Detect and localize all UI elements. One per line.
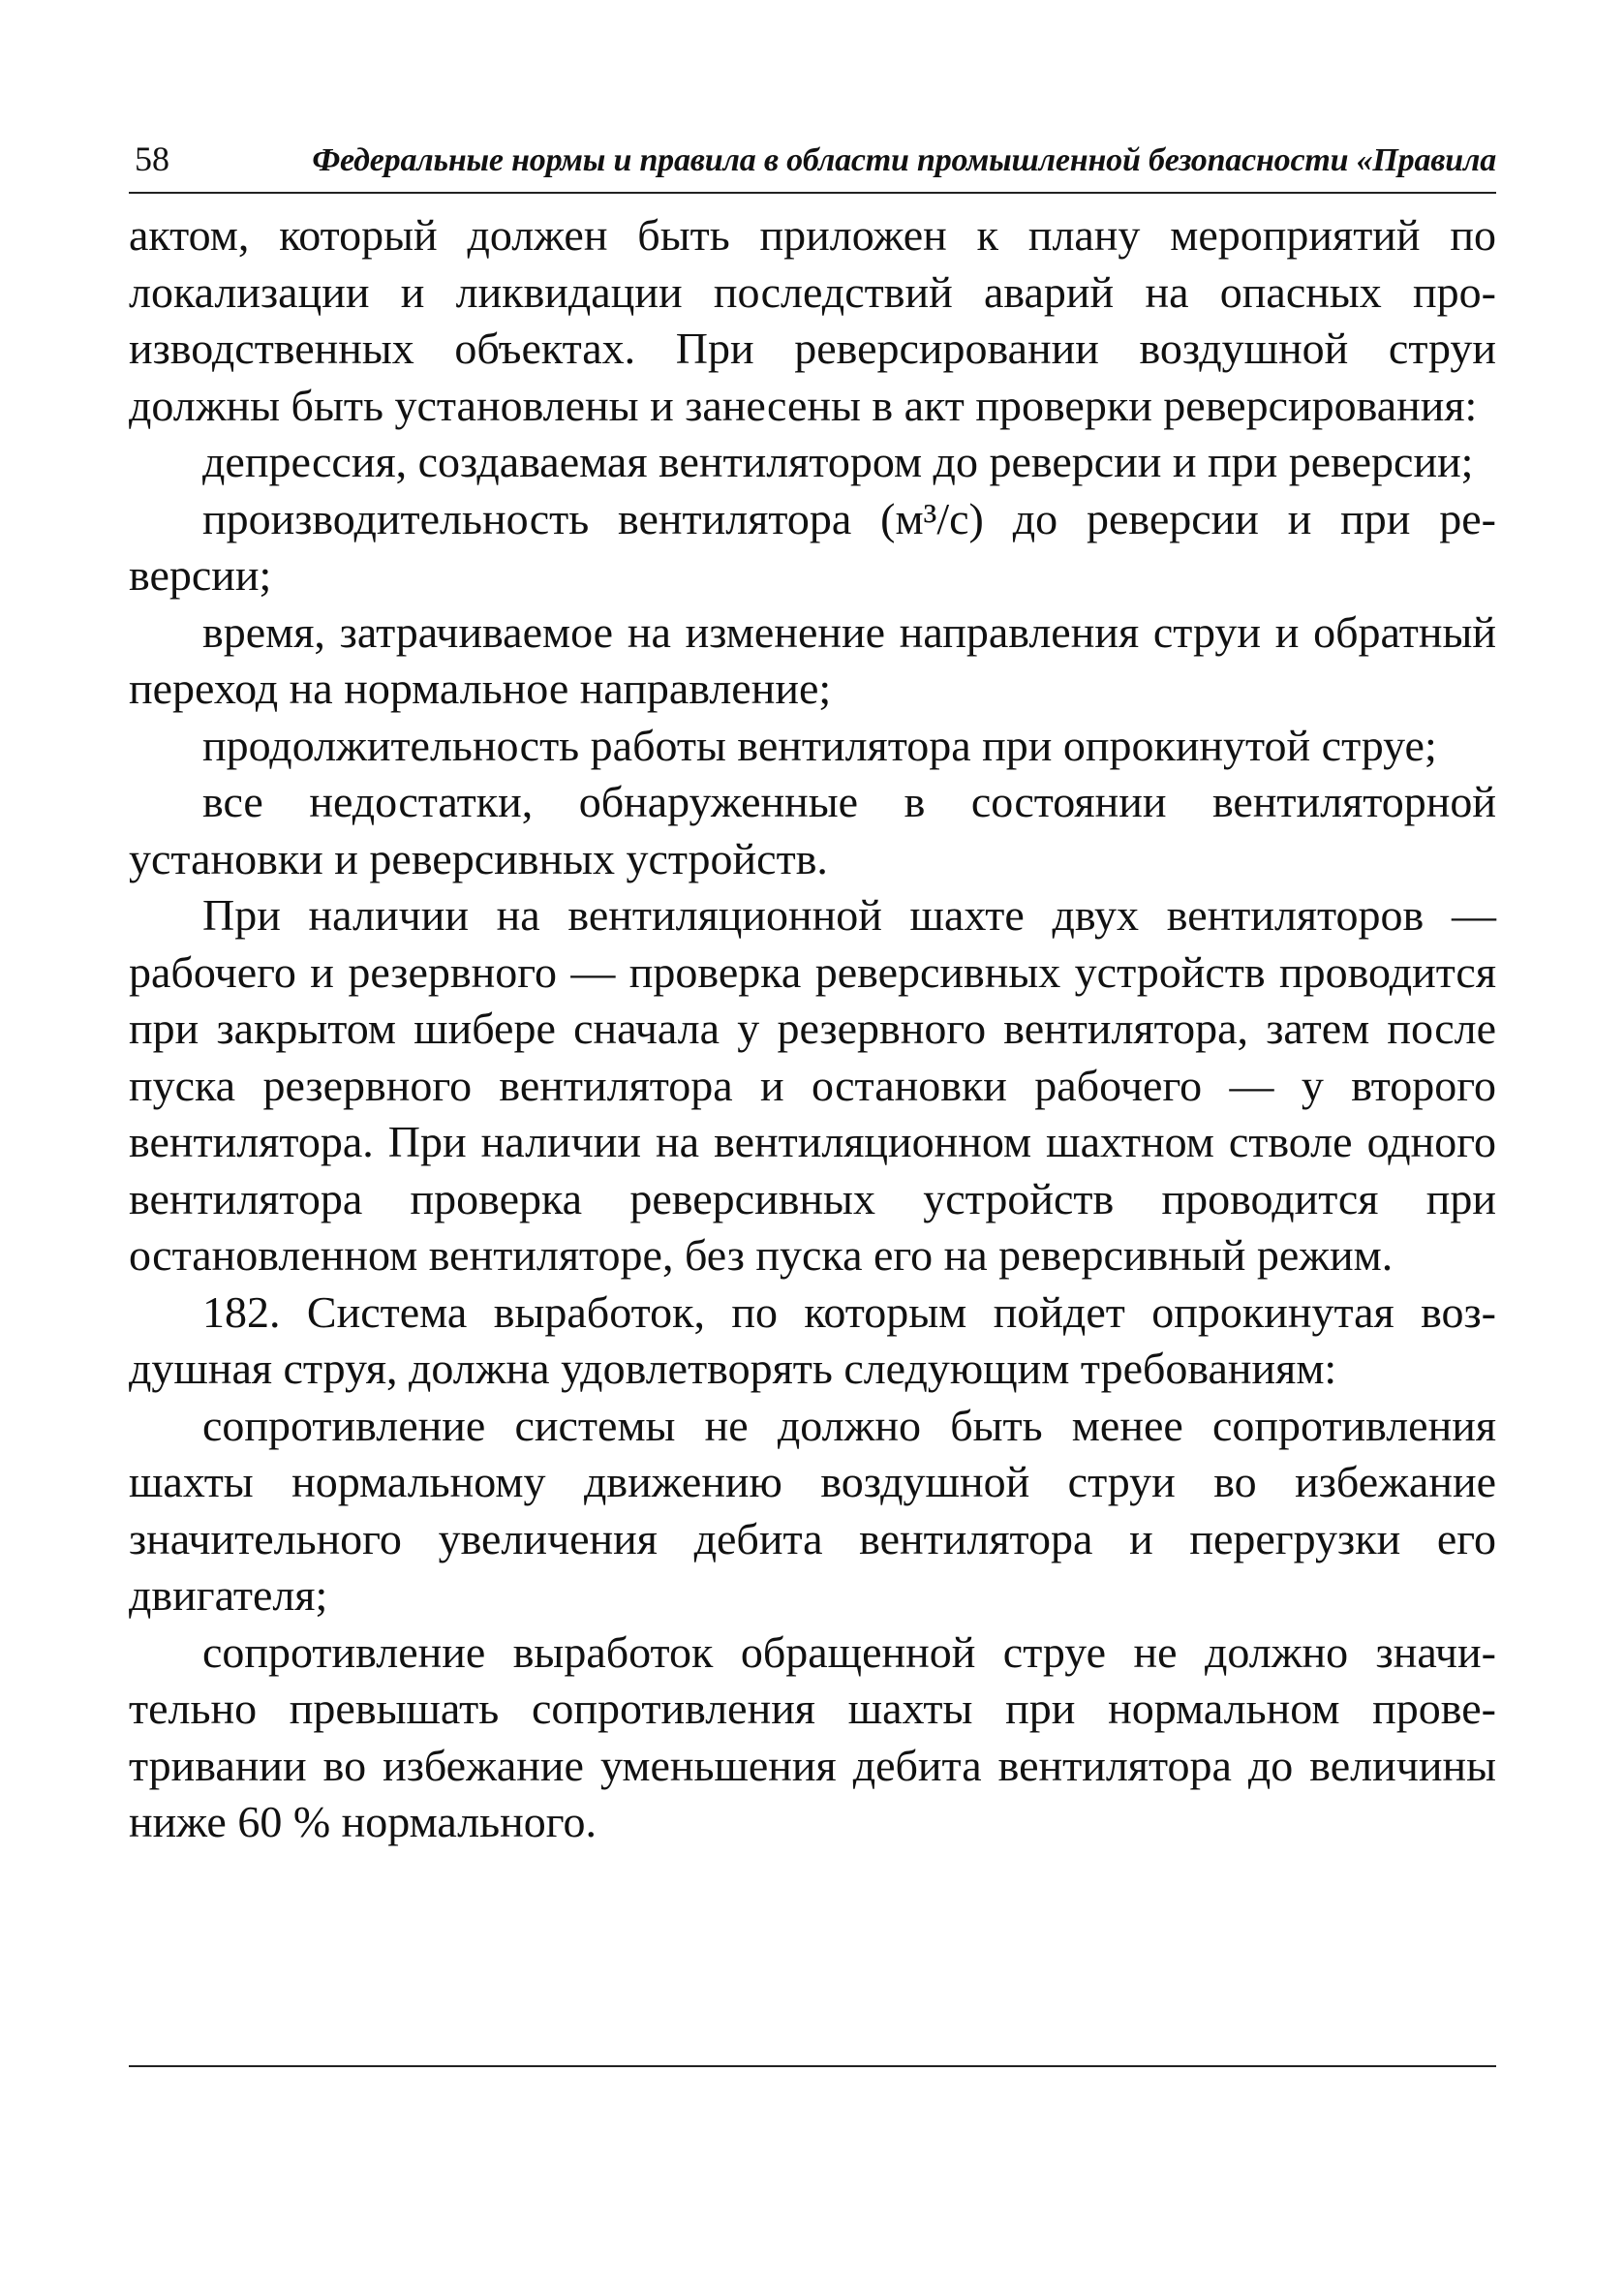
running-title: Федеральные нормы и правила в области промышленной безопасности «Правила [312, 142, 1496, 178]
list-item: продолжительность работы вентилятора при опрокинутой струе; [202, 720, 1437, 770]
paragraph: При наличии на вентиляционной шахте двух вентиляторов — рабочего и резервного — проверка реверсивных устройств проводится при закрытом шибере сначала у резервного вентилятора, затем после пуска резервного вентилятора и остановки рабочего — у второго вентилятора. При наличии на вентиляционном шахтном стволе одного вентилятора проверка реверсивных устройств проводится при остановленном вентиляторе, без пуска его на реверсивный режим. [129, 890, 1496, 1280]
paragraph: актом, который должен быть приложен к плану мероприятий по локализации и ликвидации последствий аварий на опасных производственных объектах. При реверсировании воздушной струи должны быть установлены и занесены в акт проверки реверсирования: [129, 210, 1496, 430]
list-item: депрессия, создаваемая вентилятором до реверсии и при реверсии; [202, 437, 1474, 486]
running-header [129, 136, 1496, 194]
list-item: все недостатки, обнаруженные в состоянии вентиляторной установки и реверсивных устройств. [129, 777, 1496, 883]
list-item: производительность вентилятора (м³/с) до реверсии и при реверсии; [129, 493, 1496, 600]
bottom-rule [129, 2065, 1496, 2067]
list-item: сопротивление системы не должно быть менее сопротивления шахты нормальному движению воздушной струи во избежание значительного увеличения дебита вентилятора и перегрузки его двигателя; [129, 1400, 1496, 1620]
document-page [129, 136, 1496, 1851]
body-text [129, 207, 1496, 1851]
page-number: 58 [135, 139, 169, 178]
list-item: время, затрачиваемое на изменение направления струи и обратный переход на нормальное направление; [129, 606, 1496, 713]
numbered-clause: 182. Система выработок, по которым пойдет опрокинутая воздушная струя, должна удовлетворять следующим требованиям: [129, 1286, 1496, 1393]
list-item: сопротивление выработок обращенной струе не должно значительно превышать сопротивления шахты при нормальном проветривании во избежание уменьшения дебита вентилятора до величины ниже 60 % нормального. [129, 1626, 1496, 1846]
